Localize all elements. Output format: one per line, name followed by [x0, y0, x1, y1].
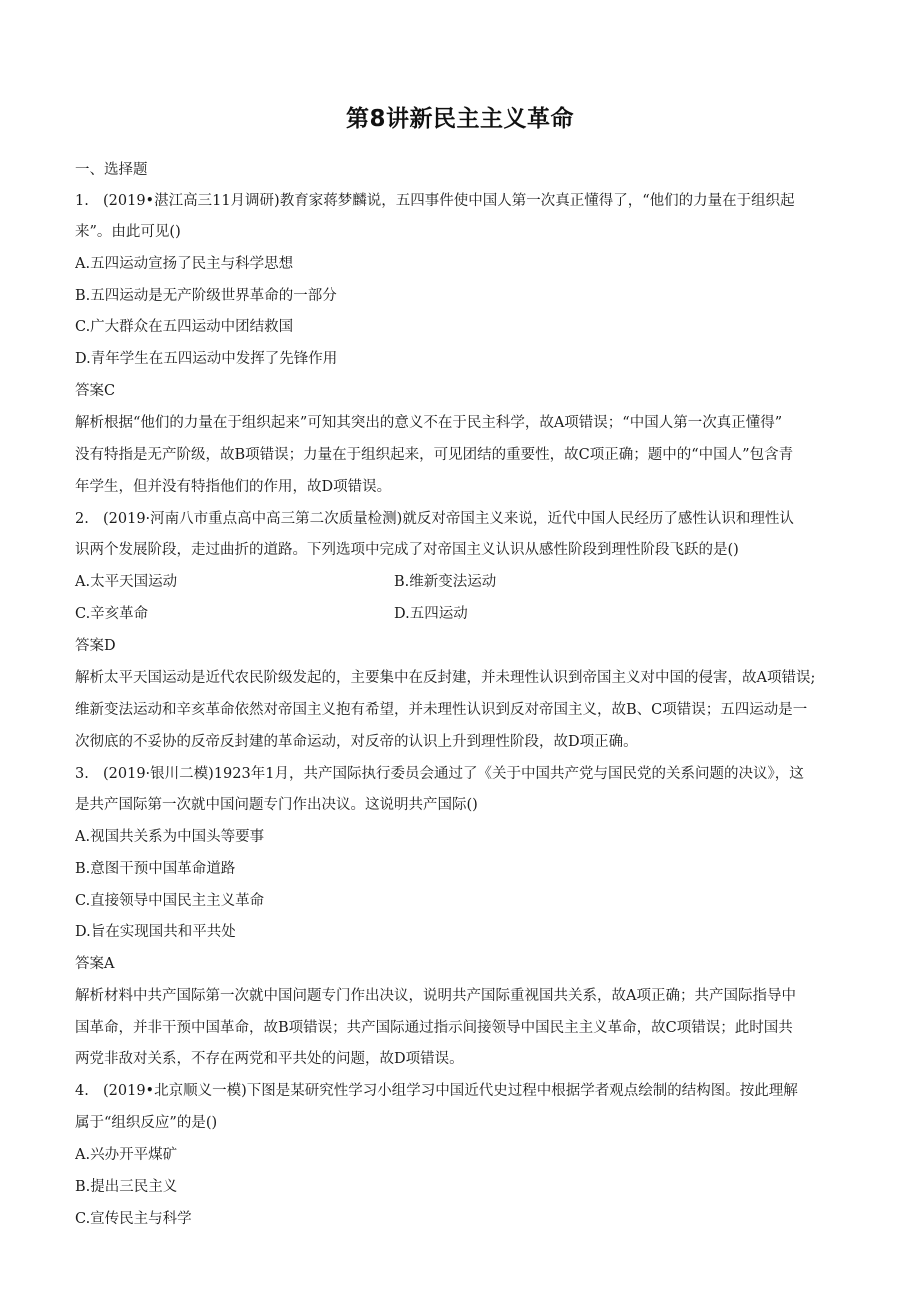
question-4-option-a: A.兴办开平煤矿	[75, 1147, 178, 1163]
question-2-stem-text: (2019·河南八市重点高中高三第二次质量检测)就反对帝国主义来说，近代中国人民经历了感性认识和理性认	[103, 511, 794, 527]
question-1-option-c: C.广大群众在五四运动中团结救国	[75, 319, 294, 335]
question-3-stem-line-1	[75, 764, 850, 784]
question-1-stem-line-1	[75, 191, 850, 211]
question-3-analysis-line-1: 解析材料中共产国际第一次就中国问题专门作出决议，说明共产国际重视国共关系，故A项正确；共产国际指导中	[75, 988, 796, 1004]
question-3-option-d: D.旨在实现国共和平共处	[75, 924, 236, 940]
question-3-answer: 答案A	[75, 956, 115, 972]
question-1-answer: 答案C	[75, 383, 116, 399]
question-2-analysis-line-3: 次彻底的不妥协的反帝反封建的革命运动，对反帝的认识上升到理性阶段，故D项正确。	[75, 734, 638, 750]
question-1-analysis-line-1: 解析根据“他们的力量在于组织起来”可知其突出的意义不在于民主科学，故A项错误；“中国人第一次真正懂得”	[75, 415, 783, 431]
question-3-stem-line-2: 是共产国际第一次就中国问题专门作出决议。这说明共产国际()	[75, 797, 478, 813]
question-3-option-b: B.意图干预中国革命道路	[75, 861, 236, 877]
question-4-stem-line-1	[75, 1081, 850, 1101]
question-2-analysis-line-1: 解析太平天国运动是近代农民阶级发起的，主要集中在反封建，并未理性认识到帝国主义对中国的侵害，故A项错误;	[75, 670, 816, 686]
question-4-stem-line-2: 属于“组织反应”的是()	[75, 1115, 218, 1131]
question-2-stem-line-1	[75, 509, 850, 529]
question-2-option-c: C.辛亥革命	[75, 606, 149, 622]
question-4-option-c: C.宣传民主与科学	[75, 1211, 192, 1227]
question-1-number: 1.	[75, 193, 89, 209]
question-3-option-c: C.直接领导中国民主主义革命	[75, 893, 265, 909]
question-3-analysis-line-3: 两党非敌对关系，不存在两党和平共处的问题，故D项错误。	[75, 1051, 464, 1067]
question-1-analysis-line-3: 年学生，但并没有特指他们的作用，故D项错误。	[75, 479, 392, 495]
question-1-option-a: A.五四运动宣扬了民主与科学思想	[75, 256, 294, 272]
question-1-option-d: D.青年学生在五四运动中发挥了先锋作用	[75, 351, 338, 367]
question-1-analysis-line-2: 没有特指是无产阶级，故B项错误；力量在于组织起来，可见团结的重要性，故C项正确；题中的“中国人”包含青	[75, 447, 794, 463]
question-3-option-a: A.视国共关系为中国头等要事	[75, 829, 265, 845]
question-4-option-b: B.提出三民主义	[75, 1179, 178, 1195]
question-3-stem-text: (2019·银川二模)1923年1月，共产国际执行委员会通过了《关于中国共产党与国民党的关系问题的决议》，这	[103, 766, 804, 782]
question-4-number: 4.	[75, 1083, 89, 1099]
question-3-number: 3.	[75, 766, 89, 782]
question-1-stem-text: (2019•湛江高三11月调研)教育家蒋梦麟说，五四事件使中国人第一次真正懂得了，“他们的力量在于组织起	[103, 193, 795, 209]
question-2-analysis-line-2: 维新变法运动和辛亥革命依然对帝国主义抱有希望，并未理性认识到反对帝国主义，故B、C项错误；五四运动是一	[75, 702, 808, 718]
question-2-option-a: A.太平天国运动	[75, 574, 178, 590]
question-2-answer: 答案D	[75, 638, 116, 654]
question-2-number: 2.	[75, 511, 89, 527]
page-title: 第8讲新民主主义革命	[345, 106, 574, 132]
question-3-analysis-line-2: 国革命，并非干预中国革命，故B项错误；共产国际通过指示间接领导中国民主主义革命，故C项错误；此时国共	[75, 1020, 793, 1036]
question-1-option-b: B.五四运动是无产阶级世界革命的一部分	[75, 288, 337, 304]
section-heading: 一、选择题	[75, 162, 148, 178]
question-2-option-d: D.五四运动	[394, 606, 468, 622]
question-2-option-b: B.维新变法运动	[394, 574, 497, 590]
question-1-stem-line-2: 来”。由此可见()	[75, 224, 181, 240]
question-2-stem-line-2: 识两个发展阶段，走过曲折的道路。下列选项中完成了对帝国主义认识从感性阶段到理性阶段飞跃的是()	[75, 542, 739, 558]
question-4-stem-text: (2019•北京顺义一模)下图是某研究性学习小组学习中国近代史过程中根据学者观点绘制的结构图。按此理解	[103, 1083, 798, 1099]
